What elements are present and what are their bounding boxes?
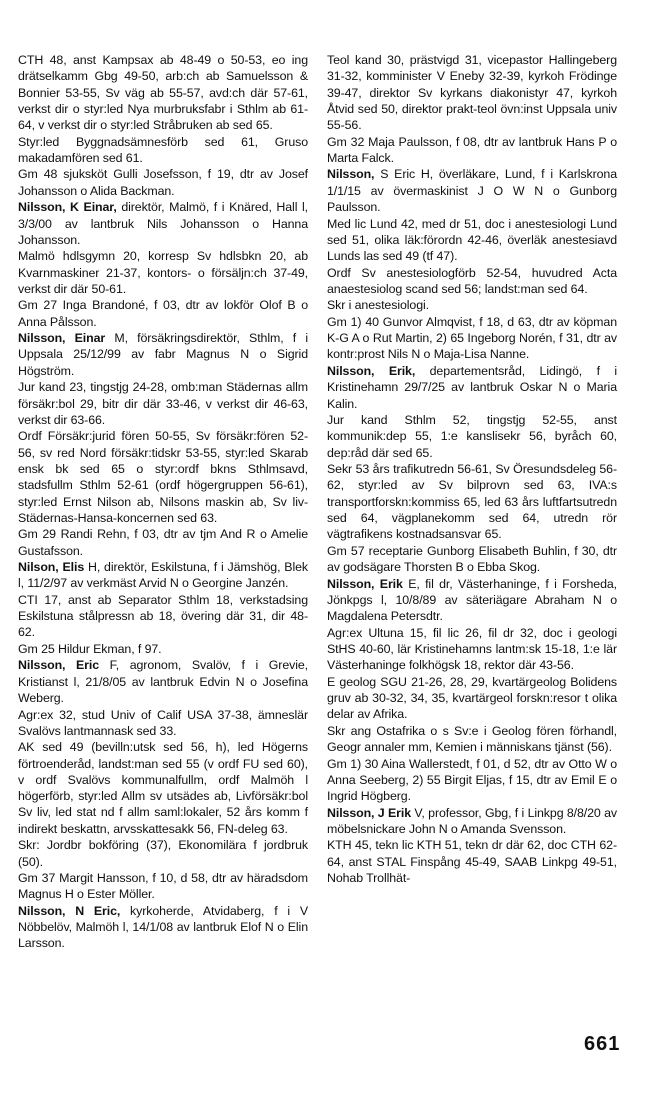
entry-text: Skr: Jordbr bokföring (37), Ekonomilära f jordbruk (50). [18,838,308,869]
entry-text: Skr i anestesiologi. [327,298,429,313]
entry-text: kyrkoherde, Atvidaberg, f i V Nöbbelöv, Malmöh l, 14/1/08 av lantbruk Elof N o Elin Larsson. [18,903,308,951]
entry-name: Nilsson, N Eric, [18,903,121,918]
entry-name: Nilsson, J Erik [327,805,411,820]
text-paragraph [327,314,617,363]
text-paragraph [18,379,308,428]
entry-text: Gm 32 Maja Paulsson, f 08, dtr av lantbruk Hans P o Marta Falck. [327,134,617,165]
text-paragraph [327,216,617,265]
entry-text: F, agronom, Svalöv, f i Grevie, Kristianst l, 21/8/05 av lantbruk Edvin N o Josefina Weberg. [18,658,308,706]
entry-text: Ordf Försäkr:jurid fören 50-55, Sv försäkr:fören 52-56, sv red Nord försäkr:tidskr 53-55, styr:led Skarab ensk bk sed 65 o styr:ordf bkns Sthlmsavd, stadsfullm Sthlm 52-61 (ordf högergruppen 56-61), styr:led Ernst Nilson ab, Nilsons maskin ab, Sv liv-Städernas-Hansa-koncernen sed 63. [18,429,308,525]
text-paragraph [327,756,617,805]
text-paragraph [18,297,308,330]
entry-text: Gm 25 Hildur Ekman, f 97. [18,641,162,656]
entry-text: S Eric H, överläkare, Lund, f i Karlskrona 1/1/15 av övermaskinist J O W N o Gunborg Paulsson. [327,167,617,215]
entry-name: Nilsson, Erik [327,576,403,591]
text-paragraph [18,657,308,706]
text-paragraph [18,870,308,903]
text-paragraph [18,559,308,592]
entry-text: AK sed 49 (bevilln:utsk sed 56, h), led Högerns förtroenderåd, landst:man sed 55 (v ordf FU sed 60), v ordf Svalövs kommunalfullm, ordf Malmöh l högerförb, styr:led Allm sv utsädes ab, Livförsäkr:bol Sv liv, led stat nd f allm saml:lokaler, 52 års komm f indirekt beskattn, arvsskattesakk 56, FN-deleg 63. [18,740,308,836]
text-paragraph [327,837,617,886]
entry-text: Gm 29 Randi Rehn, f 03, dtr av tjm And R o Amelie Gustafsson. [18,527,308,558]
text-paragraph [327,134,617,167]
entry-text: Agr:ex 32, stud Univ of Calif USA 37-38, ämneslär Svalövs lantmannask sed 33. [18,707,308,738]
text-paragraph [327,297,617,313]
entry-text: Agr:ex Ultuna 15, fil lic 26, fil dr 32, doc i geologi StHS 40-60, lär Kristinehamns lantm:sk 15-18, 1:e lär Västerhaninge folkhögsk 18, rektor där 43-56. [327,625,617,673]
entry-text: Gm 1) 30 Aina Wallerstedt, f 01, d 52, dtr av Otto W o Anna Seeberg, 2) 55 Birgit Eljas, f 15, dtr av Emil E o Ingrid Högberg. [327,756,617,804]
entry-name: Nilson, Elis [18,560,85,575]
entry-text: Gm 57 receptarie Gunborg Elisabeth Buhlin, f 30, dtr av godsägare Thorsten B o Ebba Skog. [327,543,617,575]
text-paragraph [327,265,617,298]
entry-text: Sekr 53 års trafikutredn 56-61, Sv Öresundsdeleg 56-62, styr:led av Sv bilprovn sed 63, IVA:s transportforskn:kommiss 65, led 63 års luftfartsutredn sed 64, vägplanekomm sed 64, utredn rör vägtrafikens kostnadsansvar 65. [327,462,617,542]
text-paragraph [18,134,308,167]
text-paragraph [327,166,617,215]
entry-text: Med lic Lund 42, med dr 51, doc i anestesiologi Lund sed 51, olika läk:förordn 42-46, överläk anestesiavd Lunds las sed 49 (tf 47). [327,216,617,264]
entry-text: Gm 27 Inga Brandoné, f 03, dtr av lokför Olof B o Anna Pålsson. [18,298,308,329]
entry-text: E, fil dr, Västerhaninge, f i Forsheda, Jönkpgs l, 10/8/89 av säteriägare Abraham N o Magdalena Petersdtr. [327,576,617,624]
text-paragraph [327,805,617,838]
text-paragraph [327,543,617,576]
entry-text: Jur kand 23, tingstjg 24-28, omb:man Städernas allm försäkr:bol 29, bitr dir där 33-46, v verkst dir 46-63, verkst dir 63-66. [18,380,308,427]
text-paragraph [18,641,308,657]
text-paragraph [18,199,308,248]
text-paragraph [327,363,617,412]
text-paragraph [18,903,308,952]
text-paragraph [327,576,617,625]
entry-text: CTH 48, anst Kampsax ab 48-49 o 50-53, eo ing drätselkamm Gbg 49-50, arb:ch ab Samuelsson & Bonnier 53-55, Sv väg ab 55-57, avd:ch där 57-61, verkst dir o styr:led Nya murbruksfabr i Sthlm ab 61-64, v verkst dir o styr:led Stråbruken ab sed 65. [18,53,308,133]
entry-text: M, försäkringsdirektör, Sthlm, f i Uppsala 25/12/99 av fabr Magnus N o Sigrid Högström. [18,331,308,378]
entry-text: direktör, Malmö, f i Knäred, Hall l, 3/3/00 av lantbruk Nils Johansson o Hanna Johansson. [18,200,309,247]
entry-name: Nilsson, K Einar, [18,200,117,215]
entry-name: Nilsson, [327,167,375,182]
entry-text: V, professor, Gbg, f i Linkpg 8/8/20 av möbelsnickare John N o Amanda Svensson. [327,805,617,836]
entry-name: Nilsson, Erik, [327,363,416,378]
entry-text: departementsråd, Lidingö, f i Kristinehamn 29/7/25 av lantbruk Oskar N o Maria Kalin. [327,363,617,411]
entry-text: E geolog SGU 21-26, 28, 29, kvartärgeolog Bolidens gruv ab 30-32, 34, 35, kvartärgeol forskn:resor t olika delar av Afrika. [327,674,617,722]
text-paragraph [18,330,308,379]
text-paragraph [18,739,308,837]
entry-name: Nilsson, Einar [18,331,106,346]
text-paragraph [18,248,308,297]
entry-text: CTI 17, anst ab Separator Sthlm 18, verkstadsing Eskilstuna stålpressn ab 18, övering där 31, dir 48-62. [18,592,308,640]
text-paragraph [327,625,617,674]
text-paragraph [18,52,308,133]
left-column [18,52,308,952]
text-paragraph [18,526,308,559]
entry-text: KTH 45, tekn lic KTH 51, tekn dr där 62, doc CTH 62-64, anst STAL Finspång 45-49, SAAB Linkpg 49-51, Nohab Trollhät- [327,838,617,886]
text-paragraph [18,428,308,526]
entry-text: Gm 1) 40 Gunvor Almqvist, f 18, d 63, dtr av köpman K-G A o Rut Martin, 2) 65 Ingeborg Norén, f 31, dtr av kontr:prost Nils N o Maja-Lisa Nanne. [327,314,617,362]
entry-text: Gm 37 Margit Hansson, f 10, d 58, dtr av häradsdom Magnus H o Ester Möller. [18,871,308,902]
text-paragraph [327,52,617,133]
entry-text: H, direktör, Eskilstuna, f i Jämshög, Blek l, 11/2/97 av verkmäst Arvid N o Georgine Janzén. [18,560,308,591]
text-paragraph [327,412,617,461]
entry-text: Gm 48 sjuksköt Gulli Josefsson, f 19, dtr av Josef Johansson o Alida Backman. [18,167,308,198]
text-paragraph [18,837,308,870]
right-column [327,52,617,887]
entry-name: Nilsson, Eric [18,658,100,673]
entry-text: Malmö hdlsgymn 20, korresp Sv hdlsbkn 20, ab Kvarnmaskiner 21-37, kontors- o försäljn:ch 37-49, verkst dir där 50-61. [18,249,308,296]
entry-text: Teol kand 30, prästvigd 31, vicepastor Hallingeberg 31-32, komminister V Eneby 32-39, kyrkoh Frödinge 39-47, direktor Sv kyrkans diakonistyr 47, kyrkoh Åtvid sed 50, direktor prakt-teol övn:inst Uppsala univ 55-56. [327,53,617,133]
entry-text: Skr ang Ostafrika o s Sv:e i Geolog fören förhandl, Geogr annaler mm, Kemien i människans tjänst (56). [327,723,617,755]
text-paragraph [327,674,617,723]
entry-text: Jur kand Sthlm 52, tingstjg 52-55, anst kommunik:dep 55, 1:e kanslisekr 56, byråch 60, dep:råd där sed 65. [327,413,617,460]
text-paragraph [18,707,308,740]
text-paragraph [327,723,617,756]
text-paragraph [18,166,308,199]
entry-text: Ordf Sv anestesiologförb 52-54, huvudred Acta anaestesiolog scand sed 56; landst:man sed 64. [327,265,617,296]
text-paragraph [18,592,308,641]
text-paragraph [327,461,617,542]
page-number: 661 [584,1033,621,1055]
entry-text: Styr:led Byggnadsämnesförb sed 61, Gruso makadamfören sed 61. [18,134,308,165]
